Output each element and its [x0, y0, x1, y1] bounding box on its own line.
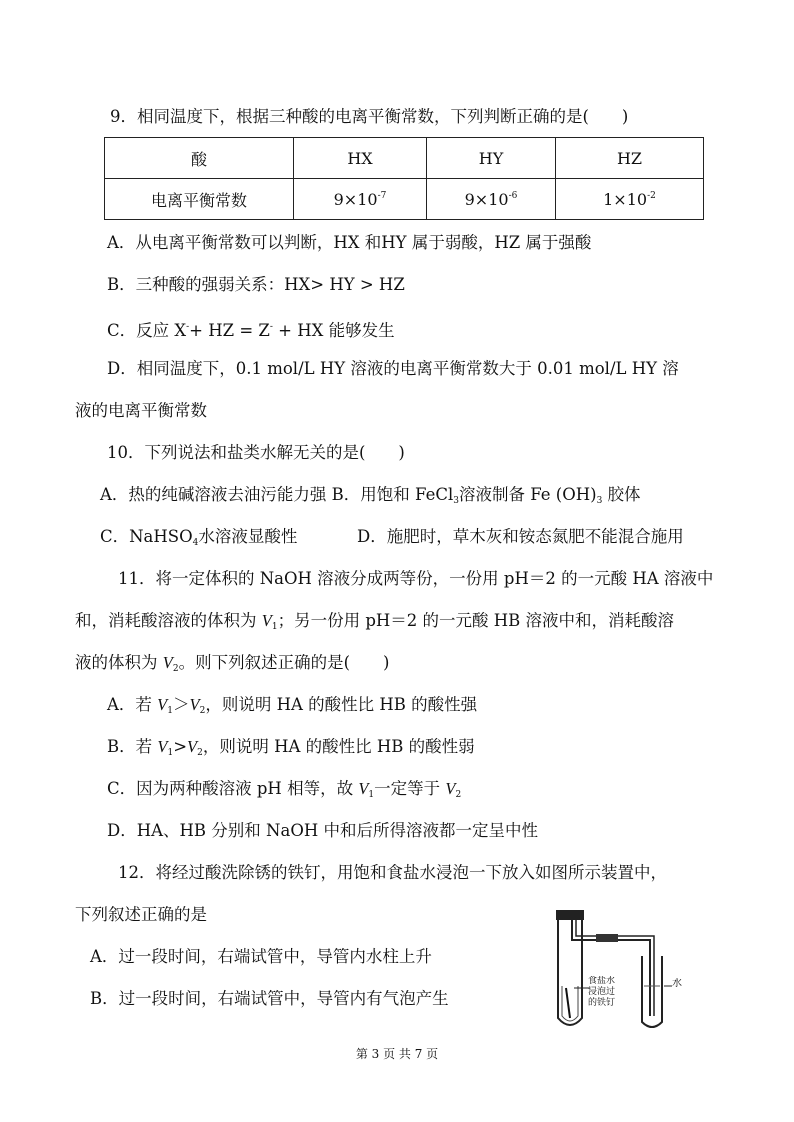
q11-option-c: C．因为两种酸溶液 pH 相等，故 $V_1$一定等于 $V_2$	[107, 779, 462, 800]
q9-option-b: B．三种酸的强弱关系：HX> HY > HZ	[107, 275, 405, 294]
q9-option-a: A．从电离平衡常数可以判断，HX 和HY 属于弱酸，HZ 属于强酸	[107, 233, 592, 252]
table-header-hy: HY	[427, 138, 556, 179]
q9-option-d-line2: 液的电离平衡常数	[75, 401, 207, 420]
q12-option-b: B．过一段时间，右端试管中，导管内有气泡产生	[90, 989, 449, 1008]
stopper-shape	[556, 910, 584, 920]
page-footer: 第 3 页 共 7 页	[355, 1047, 439, 1061]
table-header-hz: HZ	[556, 138, 704, 179]
q12-option-a: A．过一段时间，右端试管中，导管内水柱上升	[90, 947, 432, 966]
q11-stem-line3: 液的体积为 $V_2$。则下列叙述正确的是( )	[75, 653, 390, 674]
q10-options-ab: A．热的纯碱溶液去油污能力强 B．用饱和 FeCl$_3$溶液制备 Fe $(OH)_3$ 胶体	[100, 485, 641, 506]
q11-stem-line1: 11．将一定体积的 NaOH 溶液分成两等份，一份用 pH＝2 的一元酸 HA 溶液中	[118, 569, 714, 588]
q11-option-a: A．若 $V_1>V_2$，则说明 HA 的酸性比 HB 的酸性强	[107, 695, 478, 716]
table-cell-hx: $9\times 10^{-7}$	[294, 179, 427, 220]
table-row	[105, 138, 704, 179]
q10-option-c: C．NaHSO$_4$水溶液显酸性	[100, 527, 298, 548]
right-test-tube	[642, 956, 662, 1027]
table-header-acid: 酸	[105, 138, 294, 179]
table-cell-hz: $1\times 10^{-2}$	[556, 179, 704, 220]
q9-option-c: C．反应 X-+ HZ = Z- + HX 能够发生	[107, 321, 395, 340]
water-label: 水	[672, 978, 682, 989]
q12-stem-line1: 12．将经过酸洗除锈的铁钉，用饱和食盐水浸泡一下放入如图所示装置中，	[118, 863, 667, 882]
table-row	[105, 179, 704, 220]
table-cell-hy: $9\times 10^{-6}$	[427, 179, 556, 220]
table-header-hx: HX	[294, 138, 427, 179]
q11-option-b: B．若 $V_1>V_2$，则说明 HA 的酸性比 HB 的酸性弱	[107, 737, 475, 758]
q9-option-d-line1: D．相同温度下，0.1 mol/L HY 溶液的电离平衡常数大于 0.01 mol/L HY 溶	[107, 359, 679, 378]
iron-nail-shape	[566, 988, 570, 1018]
q9-stem: 9．相同温度下，根据三种酸的电离平衡常数，下列判断正确的是( )	[110, 107, 629, 126]
rubber-tube	[596, 934, 618, 942]
q11-option-d: D．HA、HB 分别和 NaOH 中和后所得溶液都一定呈中性	[107, 821, 538, 840]
ionization-constant-table	[104, 137, 704, 220]
q12-stem-line2: 下列叙述正确的是	[75, 905, 207, 924]
nail-label: 食盐水浸泡过的铁钉	[588, 976, 616, 1008]
q10-option-d: D．施肥时，草木灰和铵态氮肥不能混合施用	[357, 527, 684, 546]
q11-stem-line2: 和，消耗酸溶液的体积为 $V_1$；另一份用 pH＝2 的一元酸 HB 溶液中和，消耗酸溶	[75, 611, 675, 632]
apparatus-figure	[548, 906, 688, 1034]
table-label-constant: 电离平衡常数	[105, 179, 294, 220]
q10-stem: 10．下列说法和盐类水解无关的是( )	[107, 443, 405, 462]
